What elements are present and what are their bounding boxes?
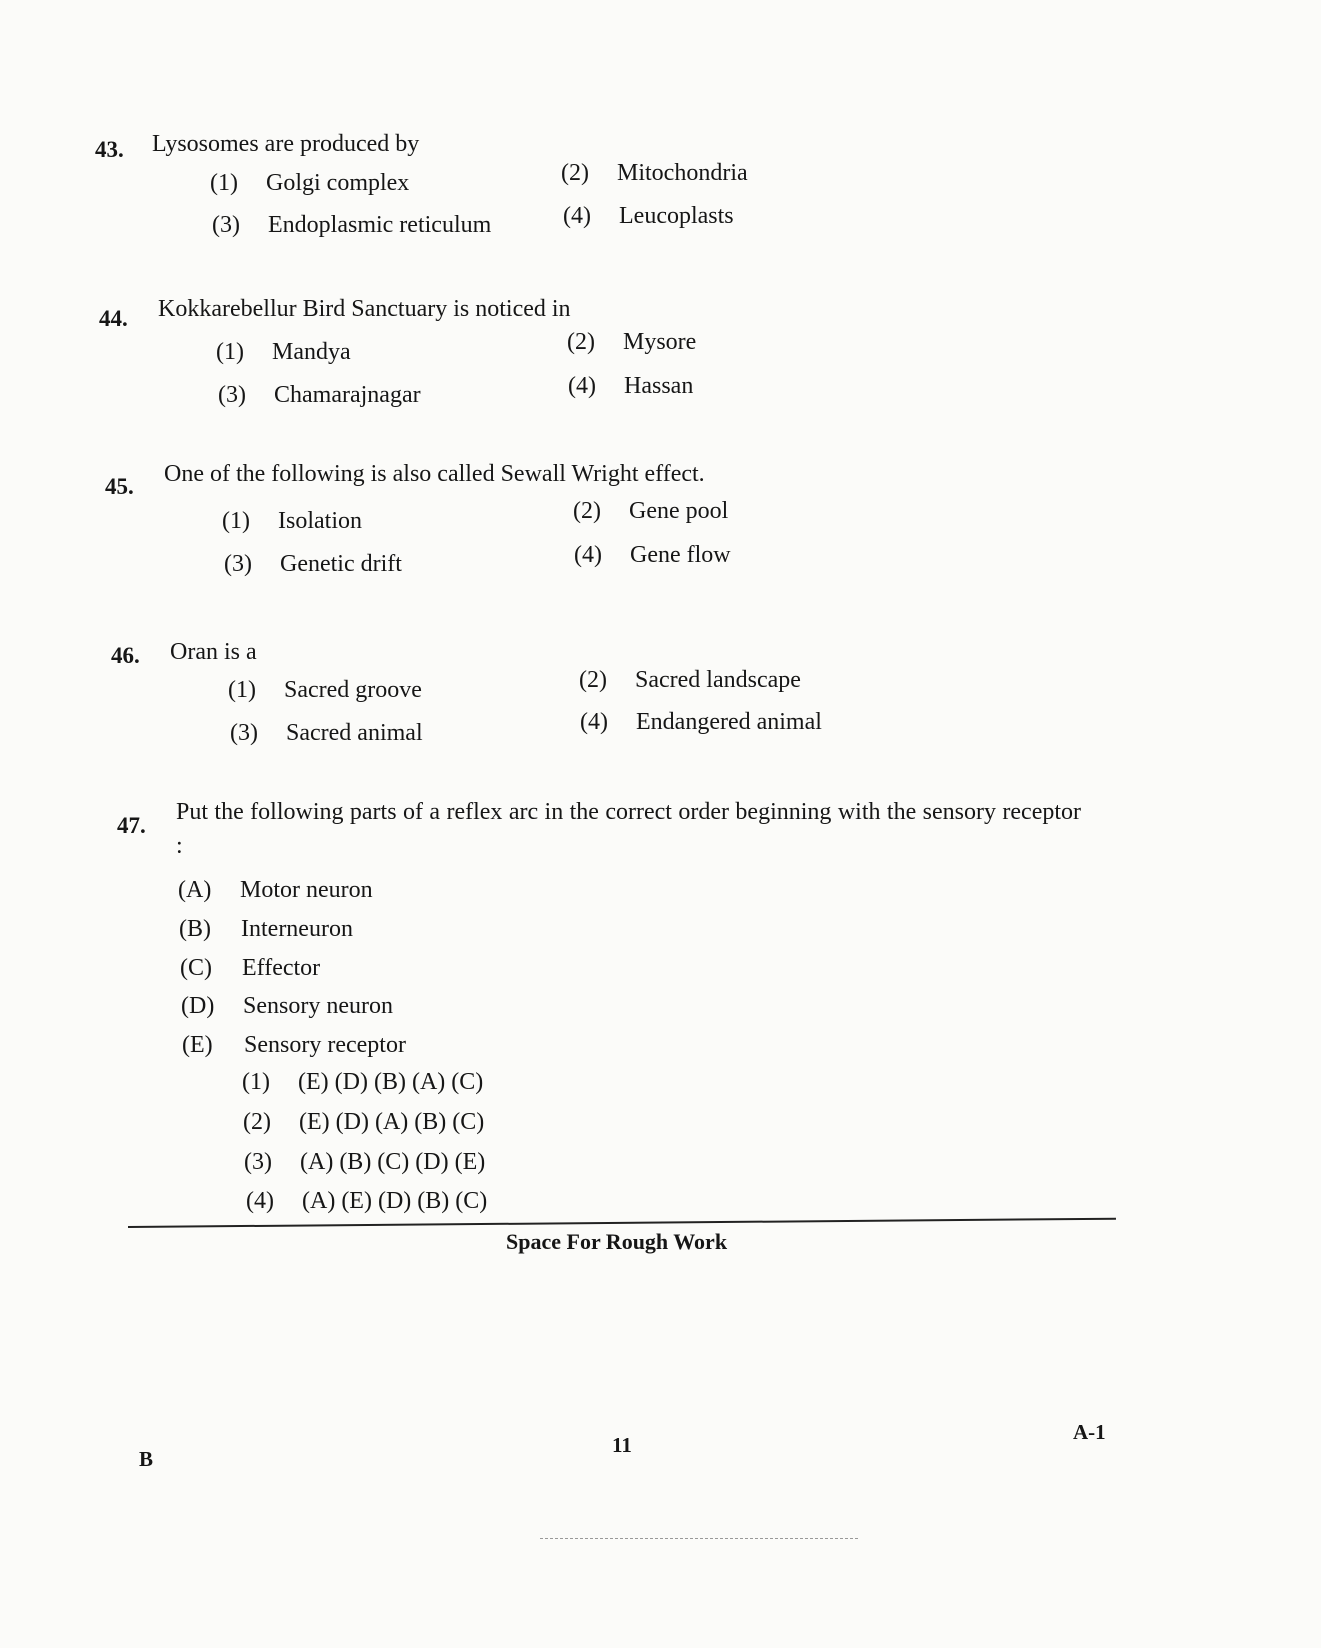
item-label: (C) — [180, 955, 212, 981]
option-2 — [243, 1109, 484, 1136]
question-text: Kokkarebellur Bird Sanctuary is noticed in — [158, 296, 571, 322]
option-label: (2) — [243, 1109, 271, 1135]
option-4 — [574, 542, 731, 569]
option-4 — [246, 1188, 487, 1215]
option-label: (2) — [567, 329, 595, 355]
option-label: (3) — [212, 212, 240, 238]
option-text: Sacred animal — [286, 720, 423, 746]
option-text: Sacred groove — [284, 677, 422, 703]
option-label: (3) — [230, 720, 258, 746]
option-label: (1) — [222, 508, 250, 534]
option-label: (3) — [244, 1149, 272, 1175]
option-text: Mysore — [623, 329, 697, 355]
option-text: Chamarajnagar — [274, 382, 421, 408]
option-4 — [580, 709, 822, 736]
bottom-scan-mark — [540, 1538, 858, 1539]
option-4 — [563, 203, 734, 230]
item-label: (B) — [179, 916, 211, 942]
option-1 — [216, 339, 351, 366]
question-number: 47. — [117, 813, 146, 838]
booklet-code: A-1 — [1073, 1420, 1106, 1444]
option-3 — [244, 1149, 485, 1176]
item-label: (D) — [181, 993, 215, 1019]
option-label: (3) — [224, 551, 252, 577]
item-text: Effector — [242, 955, 321, 981]
option-1 — [228, 677, 422, 704]
question-number: 43. — [95, 137, 124, 162]
option-text: Isolation — [278, 508, 362, 534]
option-3 — [230, 720, 423, 747]
option-text: (A) (E) (D) (B) (C) — [302, 1188, 488, 1214]
option-text: Mitochondria — [617, 160, 748, 186]
option-label: (4) — [563, 203, 591, 229]
option-text: Hassan — [624, 373, 694, 399]
option-3 — [212, 212, 491, 239]
item-e — [182, 1032, 406, 1059]
option-1 — [242, 1069, 483, 1096]
option-label: (1) — [242, 1069, 270, 1095]
option-1 — [210, 170, 409, 197]
option-2 — [579, 667, 801, 694]
option-text: Golgi complex — [266, 170, 410, 196]
option-4 — [568, 373, 693, 400]
option-1 — [222, 508, 362, 535]
item-text: Motor neuron — [240, 877, 373, 903]
item-c — [180, 955, 320, 982]
option-text: (A) (B) (C) (D) (E) — [300, 1149, 486, 1175]
question-number: 44. — [99, 306, 128, 331]
item-text: Sensory receptor — [244, 1032, 406, 1058]
option-label: (4) — [580, 709, 608, 735]
option-text: Gene flow — [630, 542, 731, 568]
item-text: Sensory neuron — [243, 993, 393, 1019]
question-text: Put the following parts of a reflex arc in the correct order beginning with the sensory receptor : — [176, 799, 1081, 859]
option-label: (4) — [574, 542, 602, 568]
option-text: Endangered animal — [636, 709, 822, 735]
item-label: (E) — [182, 1032, 213, 1058]
page-number: 11 — [612, 1433, 632, 1457]
option-text: Mandya — [272, 339, 351, 365]
option-2 — [573, 498, 728, 525]
item-d — [181, 993, 393, 1020]
option-text: Gene pool — [629, 498, 729, 524]
option-label: (1) — [210, 170, 238, 196]
option-2 — [561, 160, 748, 187]
series-code: B — [139, 1447, 154, 1471]
option-3 — [218, 382, 421, 409]
question-text: One of the following is also called Sewall Wright effect. — [164, 461, 705, 487]
option-label: (4) — [568, 373, 596, 399]
question-number: 45. — [105, 474, 134, 499]
option-label: (3) — [218, 382, 246, 408]
item-b — [179, 916, 353, 943]
option-text: (E) (D) (B) (A) (C) — [298, 1069, 484, 1095]
option-text: (E) (D) (A) (B) (C) — [299, 1109, 485, 1135]
option-label: (2) — [573, 498, 601, 524]
option-label: (4) — [246, 1188, 274, 1214]
option-2 — [567, 329, 696, 356]
option-label: (1) — [216, 339, 244, 365]
option-3 — [224, 551, 402, 578]
option-text: Endoplasmic reticulum — [268, 212, 492, 238]
option-text: Genetic drift — [280, 551, 402, 577]
option-label: (2) — [561, 160, 589, 186]
item-a — [178, 877, 373, 904]
item-label: (A) — [178, 877, 212, 903]
item-text: Interneuron — [241, 916, 353, 942]
option-label: (2) — [579, 667, 607, 693]
question-text: Lysosomes are produced by — [152, 131, 420, 157]
option-label: (1) — [228, 677, 256, 703]
option-text: Leucoplasts — [619, 203, 734, 229]
question-text: Oran is a — [170, 639, 257, 665]
question-number: 46. — [111, 643, 140, 668]
option-text: Sacred landscape — [635, 667, 801, 693]
rough-work-label: Space For Rough Work — [506, 1229, 728, 1254]
section-divider — [128, 1218, 1116, 1228]
